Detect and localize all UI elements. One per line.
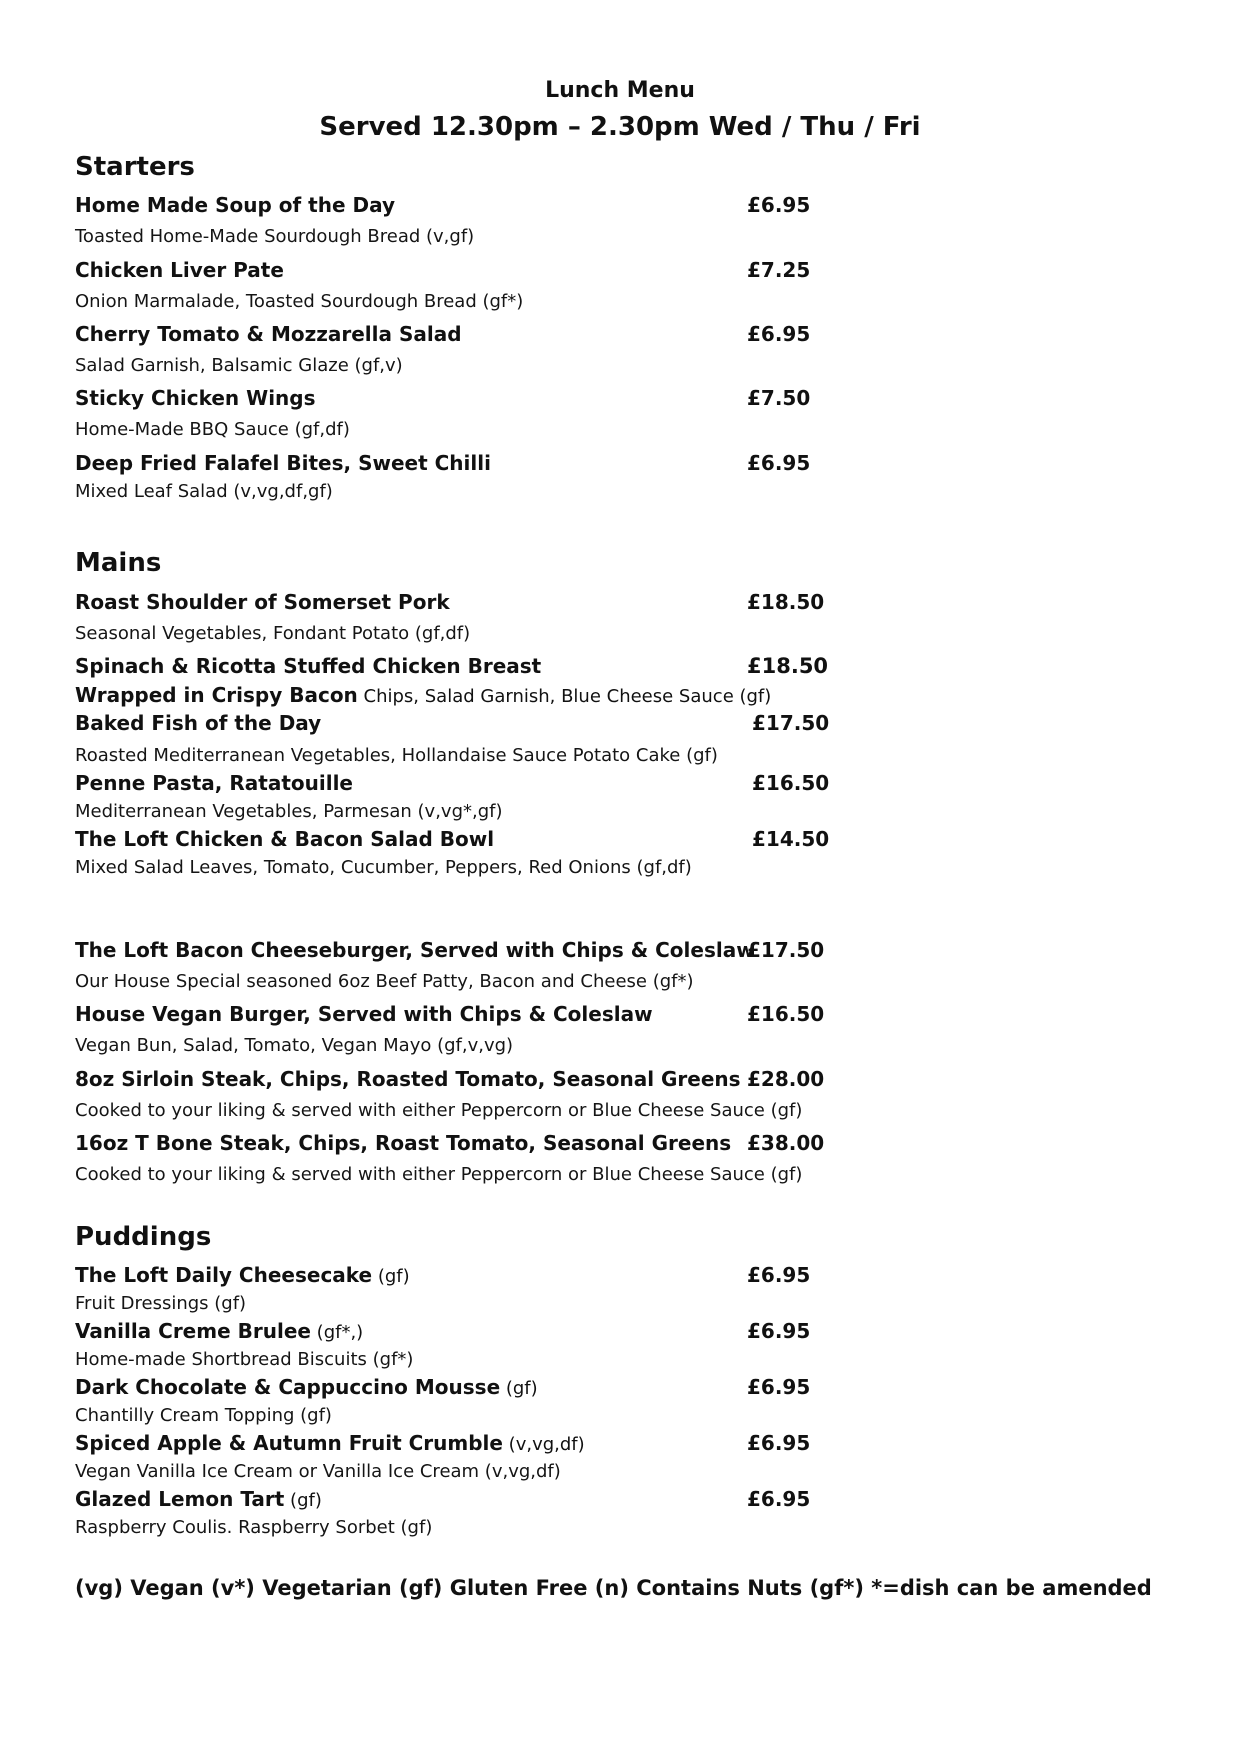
item-price: £18.50 — [747, 654, 829, 678]
menu-item — [75, 1487, 1175, 1515]
item-price: £28.00 — [747, 1067, 825, 1091]
menu-item — [75, 386, 1175, 414]
item-price: £38.00 — [747, 1131, 825, 1155]
item-price: £7.50 — [747, 386, 811, 410]
item-name: Deep Fried Falafel Bites, Sweet Chilli — [75, 451, 491, 475]
item-name: The Loft Bacon Cheeseburger, Served with Chips & Coleslaw — [75, 938, 755, 962]
item-dietary-note: (gf) — [284, 1490, 322, 1511]
item-price: £17.50 — [747, 938, 825, 962]
item-name: 16oz T Bone Steak, Chips, Roast Tomato, Seasonal Greens — [75, 1131, 732, 1155]
item-name: Baked Fish of the Day — [75, 711, 322, 735]
item-dietary-note: (gf) — [372, 1266, 410, 1287]
item-description: Chips, Salad Garnish, Blue Cheese Sauce (gf) — [357, 686, 772, 707]
item-description: Mediterranean Vegetables, Parmesan (v,vg*,gf) — [75, 801, 503, 822]
item-description: Onion Marmalade, Toasted Sourdough Bread (gf*) — [75, 291, 524, 312]
item-dietary-note: (gf) — [500, 1378, 538, 1399]
item-name: Vanilla Creme Brulee (gf*,) — [75, 1319, 364, 1343]
item-description: Mixed Leaf Salad (v,vg,df,gf) — [75, 481, 333, 502]
item-description: Vegan Bun, Salad, Tomato, Vegan Mayo (gf,v,vg) — [75, 1035, 514, 1056]
menu-item — [75, 1431, 1175, 1459]
item-description: Chantilly Cream Topping (gf) — [75, 1405, 332, 1426]
item-price: £16.50 — [747, 1002, 825, 1026]
menu-item — [75, 1131, 1175, 1159]
item-description: Roasted Mediterranean Vegetables, Hollandaise Sauce Potato Cake (gf) — [75, 745, 718, 766]
section-title-puddings: Puddings — [75, 1222, 212, 1252]
item-name: Spinach & Ricotta Stuffed Chicken Breast — [75, 654, 542, 678]
menu-item — [75, 193, 1175, 221]
item-dietary-note: (gf*,) — [310, 1322, 364, 1343]
menu-item — [75, 590, 1175, 618]
item-description: Vegan Vanilla Ice Cream or Vanilla Ice Cream (v,vg,df) — [75, 1461, 561, 1482]
item-name: Glazed Lemon Tart (gf) — [75, 1487, 322, 1511]
item-description: Salad Garnish, Balsamic Glaze (gf,v) — [75, 355, 403, 376]
section-title-mains: Mains — [75, 548, 162, 578]
item-price: £6.95 — [747, 1319, 811, 1343]
item-price: £6.95 — [747, 1375, 811, 1399]
item-price: £14.50 — [752, 827, 830, 851]
menu-item — [75, 451, 1175, 479]
item-price: £6.95 — [747, 1263, 811, 1287]
menu-title: Lunch Menu — [545, 78, 695, 103]
item-name: Cherry Tomato & Mozzarella Salad — [75, 322, 462, 346]
menu-item — [75, 654, 1175, 682]
item-description: Mixed Salad Leaves, Tomato, Cucumber, Peppers, Red Onions (gf,df) — [75, 857, 692, 878]
menu-item — [75, 1067, 1175, 1095]
dietary-legend: (vg) Vegan (v*) Vegetarian (gf) Gluten Free (n) Contains Nuts (gf*) *=dish can be amended — [75, 1576, 1152, 1600]
section-title-starters: Starters — [75, 152, 195, 182]
menu-item — [75, 258, 1175, 286]
item-description: Home-Made BBQ Sauce (gf,df) — [75, 419, 350, 440]
item-description: Fruit Dressings (gf) — [75, 1293, 247, 1314]
menu-item — [75, 1002, 1175, 1030]
item-name: Spiced Apple & Autumn Fruit Crumble (v,vg,df) — [75, 1431, 585, 1455]
item-price: £6.95 — [747, 1487, 811, 1511]
item-price: £17.50 — [752, 711, 830, 735]
item-price: £6.95 — [747, 1431, 811, 1455]
item-name: Dark Chocolate & Cappuccino Mousse (gf) — [75, 1375, 538, 1399]
item-description: Our House Special seasoned 6oz Beef Patty, Bacon and Cheese (gf*) — [75, 971, 694, 992]
item-name: The Loft Chicken & Bacon Salad Bowl — [75, 827, 495, 851]
item-description-line — [75, 683, 1175, 711]
item-name: Chicken Liver Pate — [75, 258, 284, 282]
item-name: Roast Shoulder of Somerset Pork — [75, 590, 450, 614]
item-name: Home Made Soup of the Day — [75, 193, 395, 217]
item-description: Seasonal Vegetables, Fondant Potato (gf,df) — [75, 623, 471, 644]
item-price: £6.95 — [747, 451, 811, 475]
item-description-bold: Wrapped in Crispy Bacon — [75, 683, 358, 707]
item-name: The Loft Daily Cheesecake (gf) — [75, 1263, 410, 1287]
item-price: £16.50 — [752, 771, 830, 795]
item-description: Cooked to your liking & served with either Peppercorn or Blue Cheese Sauce (gf) — [75, 1164, 803, 1185]
item-description: Cooked to your liking & served with either Peppercorn or Blue Cheese Sauce (gf) — [75, 1100, 803, 1121]
menu-item — [75, 938, 1175, 966]
menu-item — [75, 711, 1175, 739]
menu-item — [75, 322, 1175, 350]
item-price: £18.50 — [747, 590, 825, 614]
serving-times: Served 12.30pm – 2.30pm Wed / Thu / Fri — [319, 112, 921, 142]
item-price: £6.95 — [747, 322, 811, 346]
item-name: Sticky Chicken Wings — [75, 386, 316, 410]
item-description: Toasted Home-Made Sourdough Bread (v,gf) — [75, 226, 475, 247]
menu-item — [75, 1263, 1175, 1291]
item-description: Raspberry Coulis. Raspberry Sorbet (gf) — [75, 1517, 433, 1538]
menu-item — [75, 771, 1175, 799]
item-name: 8oz Sirloin Steak, Chips, Roasted Tomato, Seasonal Greens — [75, 1067, 741, 1091]
item-price: £6.95 — [747, 193, 811, 217]
item-name: House Vegan Burger, Served with Chips & Coleslaw — [75, 1002, 653, 1026]
menu-item — [75, 827, 1175, 855]
item-description: Home-made Shortbread Biscuits (gf*) — [75, 1349, 414, 1370]
menu-item — [75, 1319, 1175, 1347]
menu-item — [75, 1375, 1175, 1403]
item-name: Penne Pasta, Ratatouille — [75, 771, 353, 795]
item-dietary-note: (v,vg,df) — [502, 1434, 585, 1455]
item-price: £7.25 — [747, 258, 811, 282]
